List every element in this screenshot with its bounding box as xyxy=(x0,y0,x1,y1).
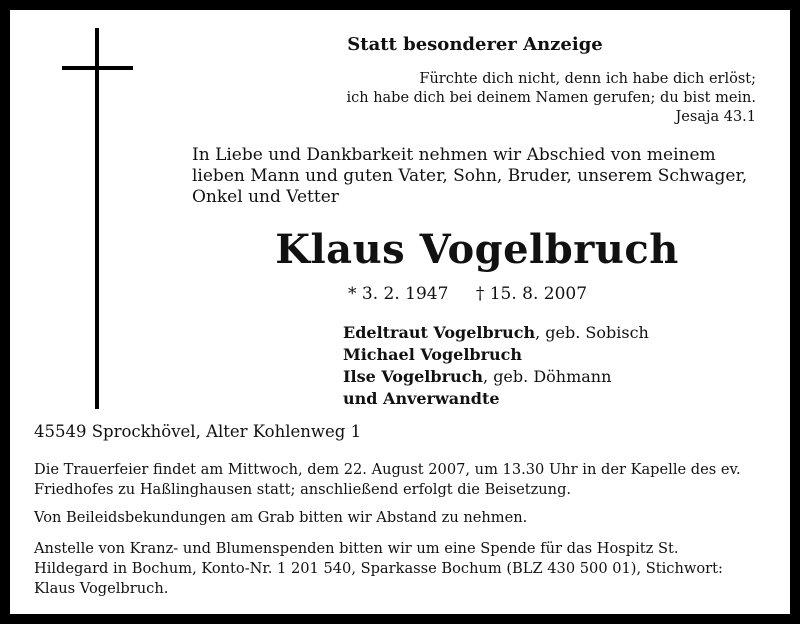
family-member-suffix: , geb. Döhmann xyxy=(483,367,612,386)
intro-text xyxy=(192,145,752,208)
heading: Statt besonderer Anzeige xyxy=(347,34,603,55)
intro-line-3: Onkel und Vetter xyxy=(192,187,339,207)
funeral-line-2: Friedhofes zu Haßlinghausen statt; anschließend erfolgt die Beisetzung. xyxy=(34,481,572,498)
donation-line-1: Anstelle von Kranz- und Blumenspenden bitten wir um eine Spende für das Hospitz St. xyxy=(34,540,679,557)
family-member-suffix: , geb. Sobisch xyxy=(535,323,649,342)
cross-icon xyxy=(95,28,99,409)
intro-line-2: lieben Mann und guten Vater, Sohn, Bruder, unserem Schwager, xyxy=(192,166,748,186)
family-member xyxy=(343,366,649,388)
donation-line-3: Klaus Vogelbruch. xyxy=(34,580,169,597)
address: 45549 Sprockhövel, Alter Kohlenweg 1 xyxy=(34,422,362,441)
donation-line-2: Hildegard in Bochum, Konto-Nr. 1 201 540, Sparkasse Bochum (BLZ 430 500 01), Stichwort: xyxy=(34,560,723,577)
family-member-name: und Anverwandte xyxy=(343,389,500,408)
death-date: † 15. 8. 2007 xyxy=(475,284,588,304)
intro-line-1: In Liebe und Dankbarkeit nehmen wir Abschied von meinem xyxy=(192,145,716,165)
donation-notice xyxy=(34,539,774,599)
family-member xyxy=(343,388,649,410)
verse-line-2: ich habe dich bei deinem Namen gerufen; du bist mein. xyxy=(346,90,756,106)
family-member xyxy=(343,344,649,366)
family-list xyxy=(343,322,649,410)
deceased-name: Klaus Vogelbruch xyxy=(275,226,679,273)
family-member-name: Edeltraut Vogelbruch xyxy=(343,323,536,342)
condolence-notice: Von Beileidsbekundungen am Grab bitten wir Abstand zu nehmen. xyxy=(34,509,528,526)
family-member xyxy=(343,322,649,344)
funeral-line-1: Die Trauerfeier findet am Mittwoch, dem 22. August 2007, um 13.30 Uhr in der Kapelle des ev. xyxy=(34,461,741,478)
family-member-name: Ilse Vogelbruch xyxy=(343,367,484,386)
family-member-name: Michael Vogelbruch xyxy=(343,345,523,364)
verse-reference: Jesaja 43.1 xyxy=(675,109,756,125)
birth-date: * 3. 2. 1947 xyxy=(348,284,449,304)
bible-verse xyxy=(300,70,756,127)
life-dates xyxy=(348,284,587,304)
cross-icon-bar xyxy=(62,66,133,70)
verse-line-1: Fürchte dich nicht, denn ich habe dich erlöst; xyxy=(419,71,756,87)
funeral-notice xyxy=(34,460,774,500)
